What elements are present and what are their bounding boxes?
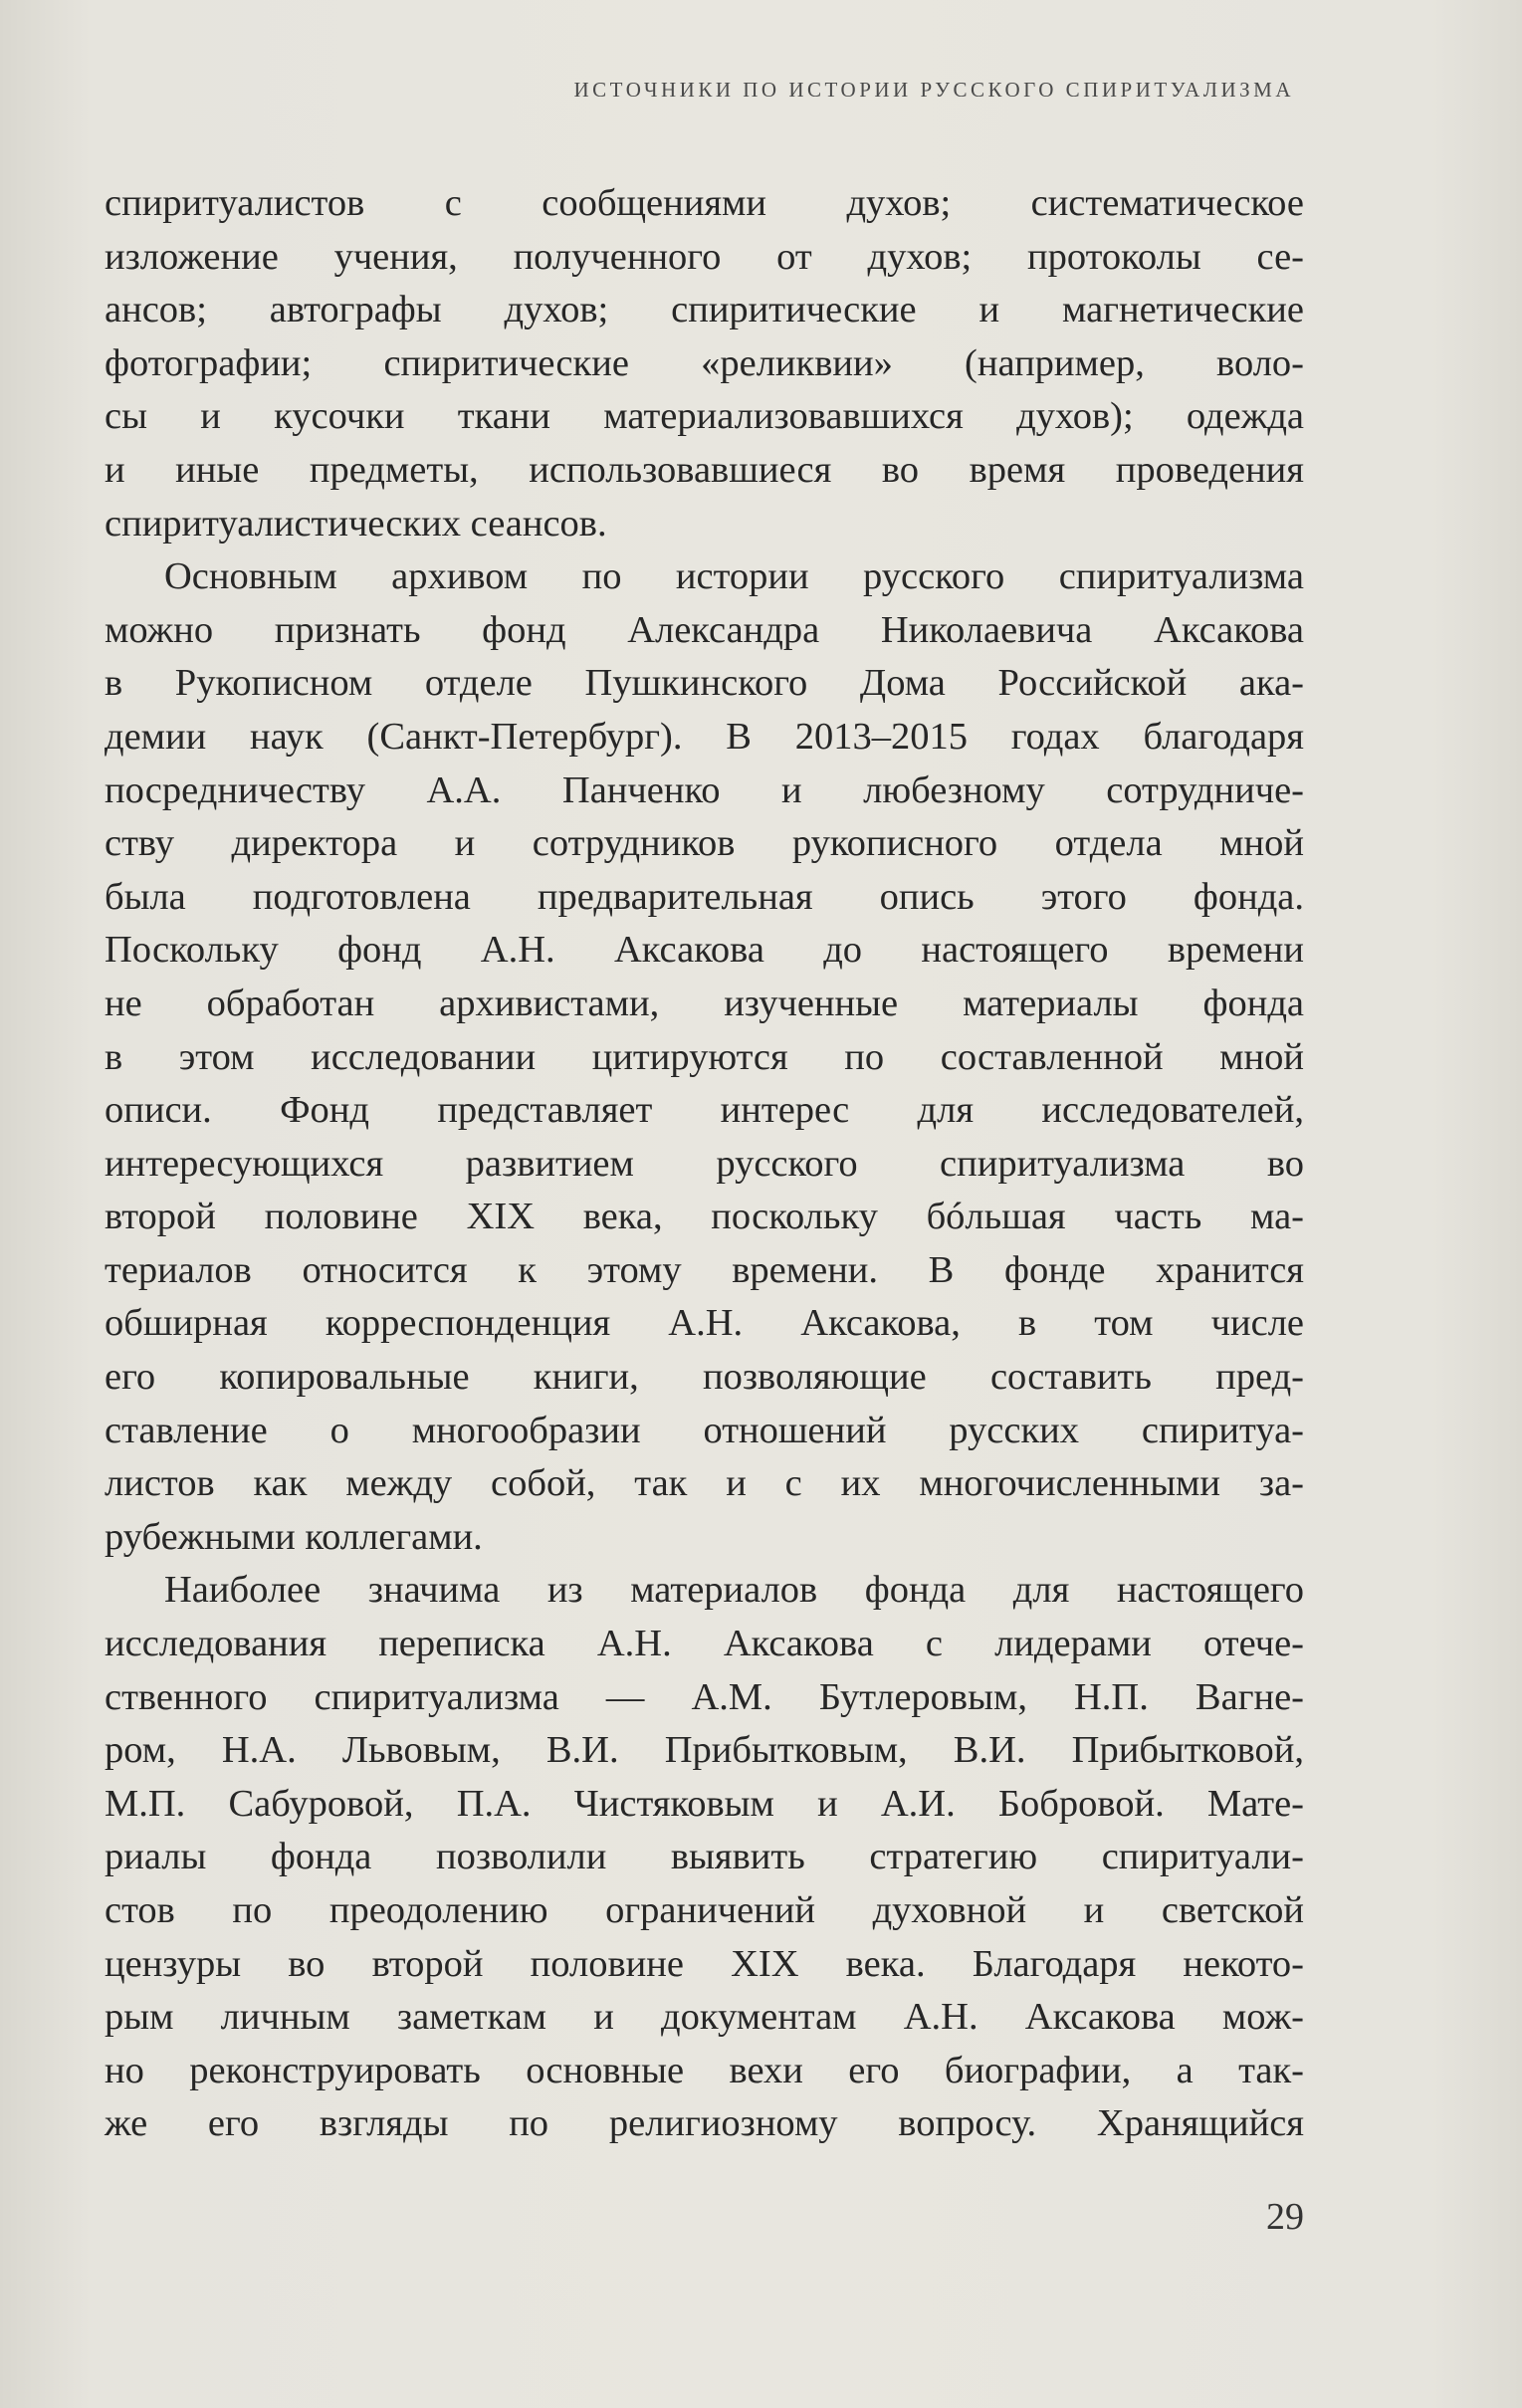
text-line: Наиболее значима из материалов фонда для настоящего [164,1569,1304,1612]
text-line: рубежными коллегами. [105,1515,483,1558]
running-head: ИСТОЧНИКИ ПО ИСТОРИИ РУССКОГО СПИРИТУАЛИЗМА [573,78,1294,102]
text-line: второй половине XIX века, поскольку бóльшая часть ма- [105,1196,1304,1238]
text-line: изложение учения, полученного от духов; протоколы се- [105,235,1304,278]
text-line: ству директора и сотрудников рукописного отдела мной [105,822,1304,865]
text-line: стов по преодолению ограничений духовной и светской [105,1889,1304,1931]
text-line: спиритуалистических сеансов. [105,502,607,545]
text-line: исследования переписка А.Н. Аксакова с лидерами отече- [105,1623,1304,1665]
text-line: описи. Фонд представляет интерес для исследователей, [105,1089,1304,1132]
text-line: цензуры во второй половине XIX века. Благодаря некото- [105,1942,1304,1985]
text-line: но реконструировать основные вехи его биографии, а так- [105,2049,1304,2091]
text-line: М.П. Сабуровой, П.А. Чистяковым и А.И. Бобровой. Мате- [105,1782,1304,1825]
text-line: обширная корреспонденция А.Н. Аксакова, в том числе [105,1302,1304,1345]
text-line: спиритуалистов с сообщениями духов; систематическое [105,182,1304,224]
text-line: можно признать фонд Александра Николаевича Аксакова [105,608,1304,651]
text-line: рым личным заметкам и документам А.Н. Аксакова мож- [105,1996,1304,2039]
text-line: ром, Н.А. Львовым, В.И. Прибытковым, В.И. Прибытковой, [105,1729,1304,1772]
text-line: ственного спиритуализма — А.М. Бутлеровым, Н.П. Вагне- [105,1675,1304,1718]
text-line: листов как между собой, так и с их многочисленными за- [105,1462,1304,1505]
text-line: же его взгляды по религиозному вопросу. Хранящийся [105,2102,1304,2145]
text-line: сы и кусочки ткани материализовавшихся духов); одежда [105,395,1304,438]
body-text [105,177,1304,2151]
text-line: ставление о многообразии отношений русских спиритуа- [105,1409,1304,1451]
text-line: в Рукописном отделе Пушкинского Дома Российской ака- [105,662,1304,705]
text-line: посредничеству А.А. Панченко и любезному сотрудниче- [105,768,1304,811]
text-line: фотографии; спиритические «реликвии» (например, воло- [105,341,1304,384]
page-number: 29 [1266,2196,1304,2238]
text-line: не обработан архивистами, изученные материалы фонда [105,982,1304,1024]
text-line: интересующихся развитием русского спиритуализма во [105,1142,1304,1185]
text-line: была подготовлена предварительная опись этого фонда. [105,875,1304,918]
text-line: Основным архивом по истории русского спиритуализма [164,555,1304,598]
text-line: в этом исследовании цитируются по составленной мной [105,1035,1304,1078]
text-line: Поскольку фонд А.Н. Аксакова до настоящего времени [105,929,1304,972]
text-line: риалы фонда позволили выявить стратегию спиритуали- [105,1836,1304,1878]
text-line: ансов; автографы духов; спиритические и магнетические [105,289,1304,331]
text-line: его копировальные книги, позволяющие составить пред- [105,1356,1304,1399]
text-line: териалов относится к этому времени. В фонде хранится [105,1248,1304,1291]
text-line: и иные предметы, использовавшиеся во время проведения [105,448,1304,491]
text-line: демии наук (Санкт-Петербург). В 2013–2015 годах благодаря [105,715,1304,758]
